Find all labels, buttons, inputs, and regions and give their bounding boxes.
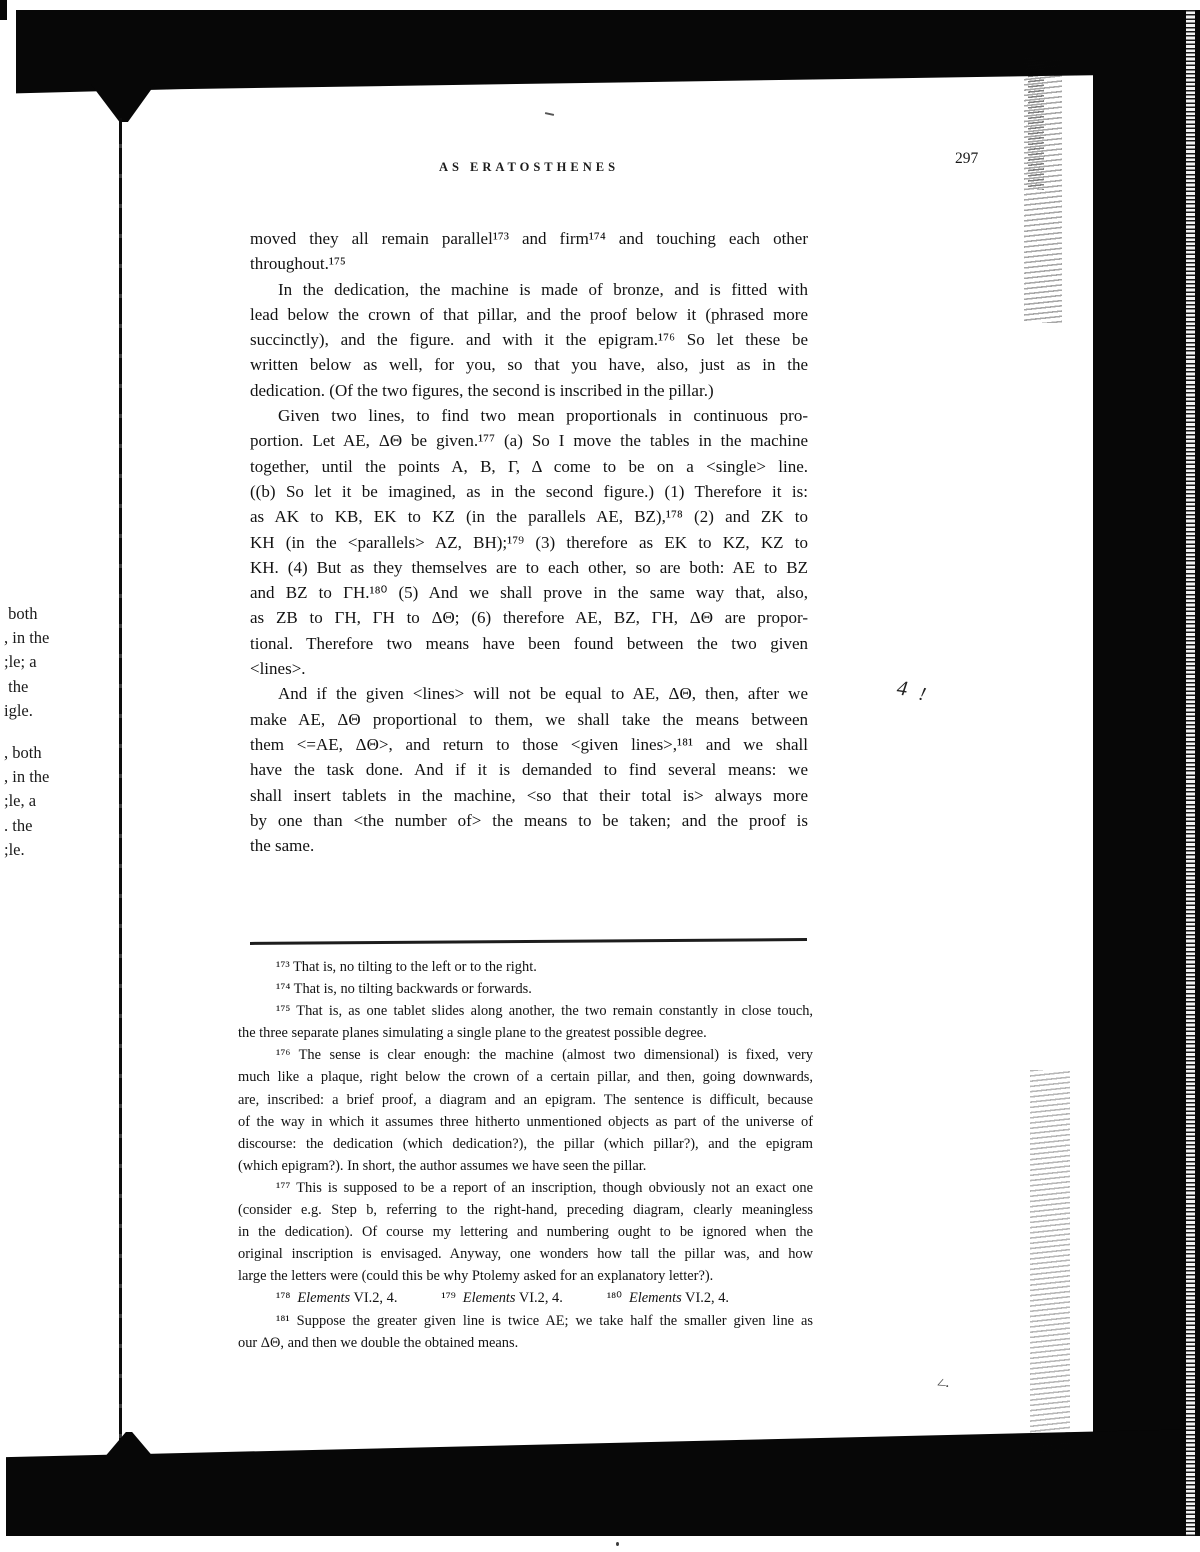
text-line: our ΔΘ, and then we double the obtained means. xyxy=(238,1334,519,1351)
text-line: ;le. xyxy=(4,839,25,859)
scan-smudge xyxy=(545,112,554,116)
footnote-179-cite: VI.2, 4. xyxy=(518,1290,563,1307)
page-edge-texture-top-dark xyxy=(1028,60,1044,190)
text-line: both xyxy=(4,604,38,623)
text-line: them <=AE, ΔΘ>, and return to those <given lines>,¹⁸¹ and we shall xyxy=(250,734,808,754)
text-line: portion. Let AE, ΔΘ be given.¹⁷⁷ (a) So I move the tables in the machine xyxy=(250,431,808,451)
text-line: In the dedication, the machine is made of bronze, and is fitted with xyxy=(278,279,808,299)
text-line: the same. xyxy=(250,836,315,856)
footnote-180 xyxy=(607,1287,729,1309)
text-line: ;le, a xyxy=(4,791,37,811)
paragraph-1 xyxy=(250,226,808,277)
text-line: the three separate planes simulating a single plane to the greatest possible degree. xyxy=(238,1025,707,1042)
text-line: original inscription is envisaged. Anyway, one wonders how tall the pillar was, and how xyxy=(238,1246,813,1263)
text-line: <lines>. xyxy=(250,659,306,679)
text-line: by one than <the number of> the means to be taken; and the proof is xyxy=(250,810,808,830)
text-line: igle. xyxy=(4,700,33,720)
text-line: . the xyxy=(4,815,33,835)
footnote-179-work: Elements xyxy=(462,1290,516,1307)
page-number: 297 xyxy=(955,150,979,167)
spine-crease-flare xyxy=(103,1432,155,1459)
footnote-177 xyxy=(238,1177,813,1287)
text-line: moved they all remain parallel¹⁷³ and firm¹⁷⁴ and touching each other xyxy=(250,229,808,248)
text-line: as ZB to ΓH, ΓH to ΔΘ; (6) therefore AE, BZ, ΓH, ΔΘ are propor- xyxy=(250,608,808,628)
text-line: (which epigram?). In short, the author assumes we have seen the pillar. xyxy=(238,1157,647,1174)
text-line: KH. (4) But as they themselves are to each other, so are both: AE to BZ xyxy=(250,557,808,577)
scan-corner-mark xyxy=(0,0,7,20)
page-edge-texture-bottom xyxy=(1030,1070,1070,1455)
handwritten-corner-mark-icon: <. xyxy=(933,1374,950,1395)
text-line: , in the xyxy=(4,628,50,648)
scan-top-border xyxy=(16,10,1200,96)
footnote-178 xyxy=(276,1287,397,1309)
margin-fragments-group-1 xyxy=(4,602,74,723)
spine-crease-line xyxy=(119,118,122,1444)
footnote-173 xyxy=(238,956,813,978)
text-line: And if the given <lines> will not be equal to AE, ΔΘ, then, after we xyxy=(278,684,808,704)
scan-bottom-border xyxy=(6,1428,1200,1536)
text-line: tional. Therefore two means have been found between the two given xyxy=(250,633,808,653)
text-line: Given two lines, to find two mean proportionals in continuous pro- xyxy=(278,406,808,426)
text-line: in the dedication). Of course my lettering and numbering ought to be ignored when the xyxy=(238,1224,813,1241)
text-line: shall insert tablets in the machine, <so that their total is> always more xyxy=(250,785,808,805)
text-line: , in the xyxy=(4,767,50,787)
margin-fragments-group-2 xyxy=(4,741,74,862)
text-line: ¹⁷³ That is, no tilting to the left or to the right. xyxy=(276,959,537,975)
footnote-179-number: ¹⁷⁹ xyxy=(441,1290,456,1307)
scan-right-border xyxy=(1093,10,1200,1536)
handwritten-mark-icon: 4 xyxy=(895,675,910,701)
text-line: ¹⁷⁴ That is, no tilting backwards or forwards. xyxy=(276,981,532,998)
text-line: (consider e.g. Step b, referring to the right-hand, preceding diagram, clearly meaningless xyxy=(238,1202,813,1219)
footnote-180-cite: VI.2, 4. xyxy=(685,1290,730,1307)
text-line: ¹⁸¹ Suppose the greater given line is twice AE; we take half the smaller given line as xyxy=(276,1312,813,1329)
text-line: KH (in the <parallels> AZ, BH);¹⁷⁹ (3) therefore as EK to KZ, KZ to xyxy=(250,532,808,552)
scan-speck xyxy=(616,1542,619,1546)
text-line: throughout.¹⁷⁵ xyxy=(250,254,346,274)
text-line: ¹⁷⁷ This is supposed to be a report of an inscription, though obviously not an exact one xyxy=(276,1179,813,1196)
text-line: are, inscribed: a brief proof, a diagram and an epigram. The sentence is difficult, because xyxy=(238,1091,813,1108)
text-line: lead below the crown of that pillar, and the proof below it (phrased more xyxy=(250,304,808,324)
footnote-176 xyxy=(238,1044,813,1177)
text-line: make AE, ΔΘ proportional to them, we shall take the means between xyxy=(250,709,808,729)
text-line: ¹⁷⁵ That is, as one tablet slides along another, the two remain constantly in close touch, xyxy=(276,1003,813,1020)
spine-crease-funnel xyxy=(88,84,158,122)
text-line: ¹⁷⁶ The sense is clear enough: the machine (almost two dimensional) is fixed, very xyxy=(276,1047,813,1064)
footnote-181 xyxy=(238,1310,813,1354)
text-line: have the task done. And if it is demanded to find several means: we xyxy=(250,760,808,780)
footnote-refs-line xyxy=(238,1287,813,1309)
handwritten-mark-icon: ! xyxy=(916,683,928,706)
running-header: AS ERATOSTHENES xyxy=(438,160,620,174)
book-fore-edge-dashes xyxy=(1186,10,1195,1536)
paragraph-4 xyxy=(250,681,808,858)
text-line: succinctly), and the figure. and with it the epigram.¹⁷⁶ So let these be xyxy=(250,330,808,350)
footnote-178-number: ¹⁷⁸ xyxy=(276,1290,291,1307)
text-line: ((b) So let it be imagined, as in the second figure.) (1) Therefore it is: xyxy=(250,481,808,501)
text-line: the xyxy=(4,676,29,696)
footnote-174 xyxy=(238,978,813,1000)
footnote-175 xyxy=(238,1000,813,1044)
footnote-divider-rule xyxy=(250,938,807,944)
footnote-180-work: Elements xyxy=(628,1290,682,1307)
text-line: ;le; a xyxy=(4,652,37,672)
footnotes-block xyxy=(238,956,813,1354)
footnote-178-work: Elements xyxy=(297,1290,351,1307)
paragraph-2 xyxy=(250,277,808,403)
text-line: large the letters were (could this be why Ptolemy asked for an explanatory letter?). xyxy=(238,1268,714,1285)
body-text-block xyxy=(250,226,808,858)
text-line: written below as well, for you, so that you have, also, just as in the xyxy=(250,355,808,375)
text-line: of the way in which it assumes three hitherto unmentioned objects as part of the universe of xyxy=(238,1113,813,1130)
text-line: , both xyxy=(4,743,42,762)
text-line: and BZ to ΓH.¹⁸⁰ (5) And we shall prove in the same way that, also, xyxy=(250,583,808,603)
text-line: together, until the points A, B, Γ, Δ come to be on a <single> line. xyxy=(250,456,808,476)
text-line: dedication. (Of the two figures, the second is inscribed in the pillar.) xyxy=(250,380,714,400)
paragraph-3 xyxy=(250,403,808,681)
footnote-178-cite: VI.2, 4. xyxy=(353,1290,398,1307)
footnote-180-number: ¹⁸⁰ xyxy=(606,1290,622,1307)
footnote-179 xyxy=(441,1287,562,1309)
text-line: much like a plaque, right below the crown of a certain pillar, and then, going downwards, xyxy=(238,1069,813,1086)
text-line: as AK to KB, EK to KZ (in the parallels AE, BZ),¹⁷⁸ (2) and ZK to xyxy=(250,507,808,527)
text-line: discourse: the dedication (which dedication?), the pillar (which pillar?), and the epigram xyxy=(238,1135,813,1152)
